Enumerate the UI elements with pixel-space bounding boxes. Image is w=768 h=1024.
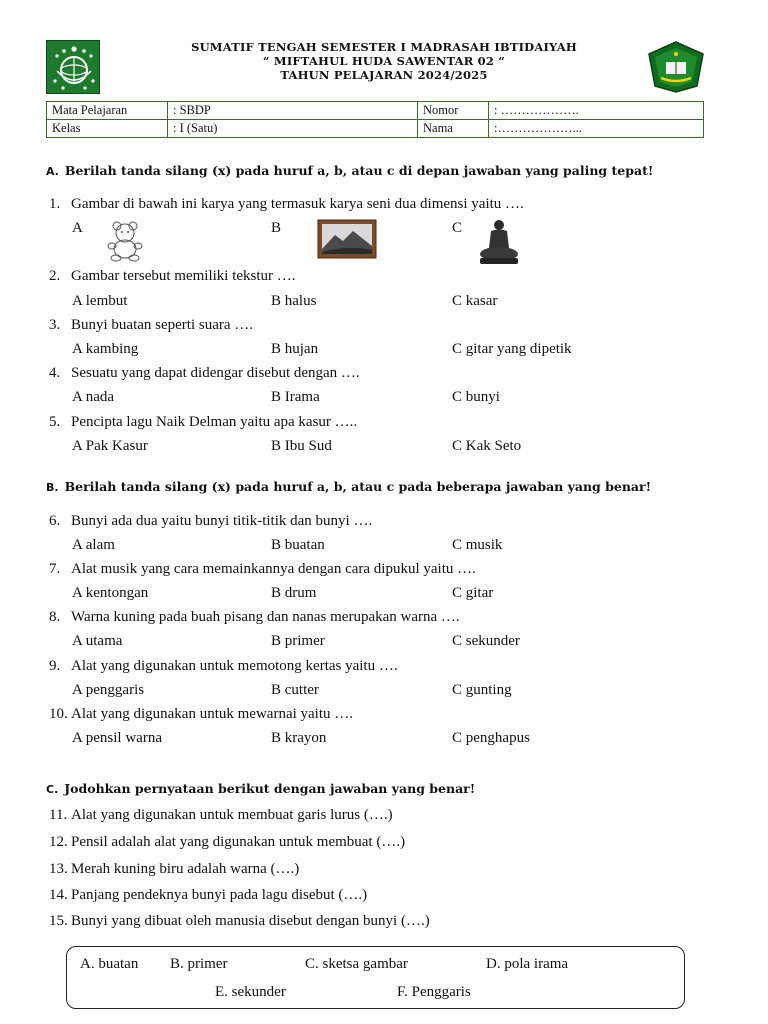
option-5a[interactable]: A Pak Kasur: [72, 438, 148, 454]
value-subject: : SBDP: [168, 102, 418, 120]
option-4c[interactable]: C bunyi: [452, 389, 500, 405]
option-2a[interactable]: A lembut: [72, 293, 128, 309]
question-15: 15. Bunyi yang dibuat oleh manusia disebut dengan bunyi (….): [49, 913, 430, 929]
option-6a[interactable]: A alam: [72, 537, 115, 553]
option-6c[interactable]: C musik: [452, 537, 503, 553]
question-9: 9. Alat yang digunakan untuk memotong kertas yaitu ….: [49, 658, 398, 674]
label-name: Nama: [418, 120, 489, 138]
question-4: 4. Sesuatu yang dapat didengar disebut dengan ….: [49, 365, 360, 381]
header-school: “ MIFTAHUL HUDA SAWENTAR 02 “: [262, 54, 506, 68]
option-4a[interactable]: A nada: [72, 389, 115, 405]
answer-choice-e: E. sekunder: [215, 984, 286, 1000]
option-8b[interactable]: B primer: [271, 633, 325, 649]
answer-choice-c: C. sketsa gambar: [305, 956, 408, 972]
section-letter: C.: [46, 783, 59, 796]
label-subject: Mata Pelajaran: [47, 102, 168, 120]
section-title: Jodohkan pernyataan berikut dengan jawaban yang benar!: [64, 781, 476, 796]
value-class: : I (Satu): [168, 120, 418, 138]
question-1: 1. Gambar di bawah ini karya yang termasuk karya seni dua dimensi yaitu ….: [49, 196, 524, 212]
option-7c[interactable]: C gitar: [452, 585, 494, 601]
option-5b[interactable]: B Ibu Sud: [271, 438, 332, 454]
question-12: 12. Pensil adalah alat yang digunakan untuk membuat (….): [49, 834, 406, 850]
option-7b[interactable]: B drum: [271, 585, 317, 601]
option-8a[interactable]: A utama: [72, 633, 123, 649]
student-info-table: [46, 101, 704, 138]
number-field[interactable]: : ……………….: [489, 102, 704, 120]
question-2: 2. Gambar tersebut memiliki tekstur ….: [49, 268, 296, 284]
option-10a[interactable]: A pensil warna: [72, 730, 162, 746]
section-a-heading: [46, 163, 653, 178]
option-10b[interactable]: B krayon: [271, 730, 327, 746]
option-9a[interactable]: A penggaris: [72, 682, 145, 698]
option-3a[interactable]: A kambing: [72, 341, 139, 357]
framed-painting-image: [317, 219, 377, 259]
question-14: 14. Panjang pendeknya bunyi pada lagu disebut (….): [49, 887, 368, 903]
option-1c[interactable]: C: [452, 220, 463, 236]
option-3c[interactable]: C gitar yang dipetik: [452, 341, 572, 357]
option-6b[interactable]: B buatan: [271, 537, 325, 553]
section-c-heading: [46, 781, 475, 796]
question-11: 11. Alat yang digunakan untuk membuat garis lurus (….): [49, 807, 393, 823]
question-6: 6. Bunyi ada dua yaitu bunyi titik-titik dan bunyi ….: [49, 513, 373, 529]
option-2b[interactable]: B halus: [271, 293, 317, 309]
answer-choice-f: F. Penggaris: [397, 984, 471, 1000]
header-title: SUMATIF TENGAH SEMESTER I MADRASAH IBTIDAIYAH: [191, 40, 577, 54]
option-1b[interactable]: B: [271, 220, 282, 236]
table-row: [47, 102, 704, 120]
option-7a[interactable]: A kentongan: [72, 585, 149, 601]
question-3: 3. Bunyi buatan seperti suara ….: [49, 317, 254, 333]
option-9c[interactable]: C gunting: [452, 682, 512, 698]
option-4b[interactable]: B Irama: [271, 389, 320, 405]
question-8: 8. Warna kuning pada buah pisang dan nanas merupakan warna ….: [49, 609, 460, 625]
kemenag-logo: [643, 40, 709, 94]
name-field[interactable]: :………………...: [489, 120, 704, 138]
option-8c[interactable]: C sekunder: [452, 633, 520, 649]
label-class: Kelas: [47, 120, 168, 138]
option-5c[interactable]: C Kak Seto: [452, 438, 522, 454]
answer-choice-d: D. pola irama: [486, 956, 569, 972]
section-title: Berilah tanda silang (x) pada huruf a, b, atau c pada beberapa jawaban yang benar!: [64, 479, 652, 494]
section-letter: A.: [46, 165, 59, 178]
option-1a[interactable]: A: [72, 220, 83, 236]
question-10: 10. Alat yang digunakan untuk mewarnai yaitu ….: [49, 706, 354, 722]
section-title: Berilah tanda silang (x) pada huruf a, b, atau c di depan jawaban yang paling tepat!: [64, 163, 654, 178]
table-row: [47, 120, 704, 138]
header-year: TAHUN PELAJARAN 2024/2025: [280, 68, 488, 82]
section-letter: B.: [46, 481, 59, 494]
buddha-statue-image: [476, 218, 522, 266]
option-10c[interactable]: C penghapus: [452, 730, 530, 746]
question-7: 7. Alat musik yang cara memainkannya dengan cara dipukul yaitu ….: [49, 561, 476, 577]
question-5: 5. Pencipta lagu Naik Delman yaitu apa kasur …..: [49, 414, 358, 430]
teddy-bear-sketch-image: [103, 220, 147, 262]
option-3b[interactable]: B hujan: [271, 341, 319, 357]
answer-choice-b: B. primer: [170, 956, 228, 972]
section-b-heading: [46, 479, 651, 494]
label-number: Nomor: [418, 102, 489, 120]
question-13: 13. Merah kuning biru adalah warna (….): [49, 861, 300, 877]
option-2c[interactable]: C kasar: [452, 293, 498, 309]
option-9b[interactable]: B cutter: [271, 682, 319, 698]
answer-choice-a: A. buatan: [80, 956, 139, 972]
